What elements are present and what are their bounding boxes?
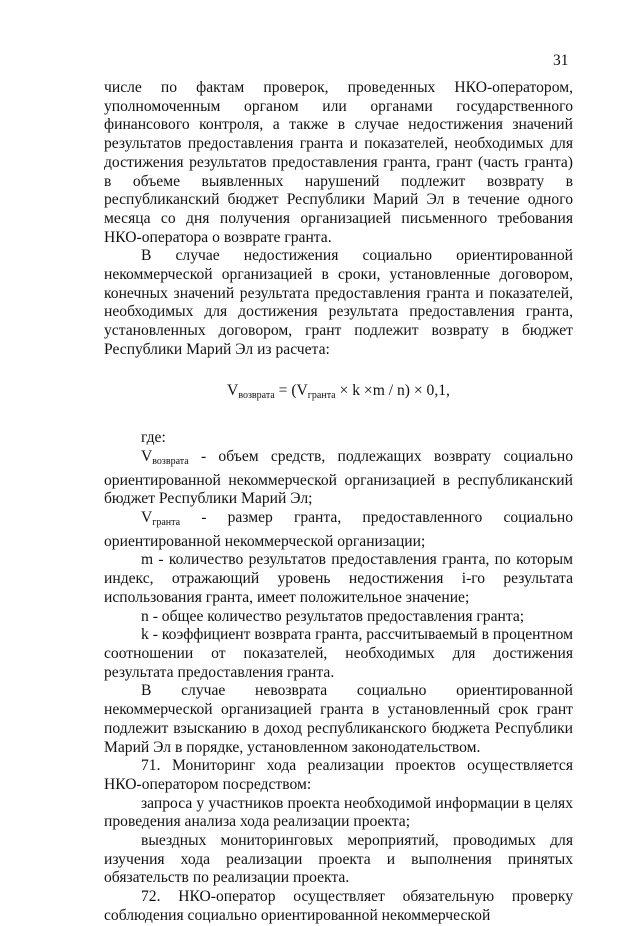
definition-v-grant: $V_{гранта}$ - размер гранта, предоставленного социально ориентированной некоммерческой организации; (104, 509, 573, 550)
definition-n: n - общее количество результатов предоставления гранта; (141, 607, 525, 625)
paragraph-nonreturn: В случае невозврата социально ориентированной некоммерческой организацией гранта в установленный срок грант подлежит взысканию в доход республиканского бюджета Республики Марий Эл в порядке, установленном законодательством. (104, 682, 573, 756)
paragraph-71-request: запроса у участников проекта необходимой информации в целях проведения анализа хода реализации проекта; (104, 794, 573, 831)
paragraph-72: 72. НКО-оператор осуществляет обязательную проверку соблюдения социально ориентированной некоммерческой (104, 888, 573, 924)
formula-eq: = (V (274, 381, 308, 399)
document-body (104, 79, 573, 926)
definition-k: k - коэффициент возврата гранта, рассчитываемый в процентном соотношении от показателей, необходимых для достижения результата предоставления гранта. (104, 626, 573, 681)
formula-rest: × k ×m / n) × 0,1, (335, 381, 450, 399)
formula (104, 382, 573, 406)
paragraph-nondelivery: В случае недостижения социально ориентированной некоммерческой организацией в сроки, установленные договором, конечных значений результата предоставления гранта и показателей, необходимых для достижения результата предоставления гранта, установленных договором, грант подлежит возврату в бюджет Республики Марий Эл из расчета: (104, 247, 573, 358)
formula-v-sub: возврата (238, 389, 275, 401)
where-label: где: (141, 429, 166, 447)
definition-m: m - количество результатов предоставления гранта, по которым индекс, отражающий уровень недостижения i-го результата использования гранта, имеет положительное значение; (104, 551, 573, 606)
formula-v: V (227, 381, 239, 399)
paragraph-71: 71. Мониторинг хода реализации проектов осуществляется НКО-оператором посредством: (104, 757, 573, 793)
definition-v-return: $V_{возврата}$ - объем средств, подлежащих возврату социально ориентированной некоммерческой организацией в республиканский бюджет Республики Марий Эл; (104, 447, 573, 508)
paragraph-71-visits: выездных мониторинговых мероприятий, проводимых для изучения хода реализации проекта и выполнения принятых обязательств по реализации проекта. (104, 832, 573, 887)
formula-g-sub: гранта (307, 389, 336, 401)
page-number: 31 (553, 52, 569, 69)
paragraph-grant-return: числе по фактам проверок, проведенных НКО-оператором, уполномоченным органом или органами государственного финансового контроля, а также в случае недостижения значений результатов предоставления гранта и показателей, необходимых для достижения результатов предоставления гранта, грант (часть гранта) в объеме выявленных нарушений подлежит возврату в республиканский бюджет Республики Марий Эл в течение одного месяца со дня получения организацией письменного требования НКО-оператора о возврате гранта. (104, 79, 573, 246)
